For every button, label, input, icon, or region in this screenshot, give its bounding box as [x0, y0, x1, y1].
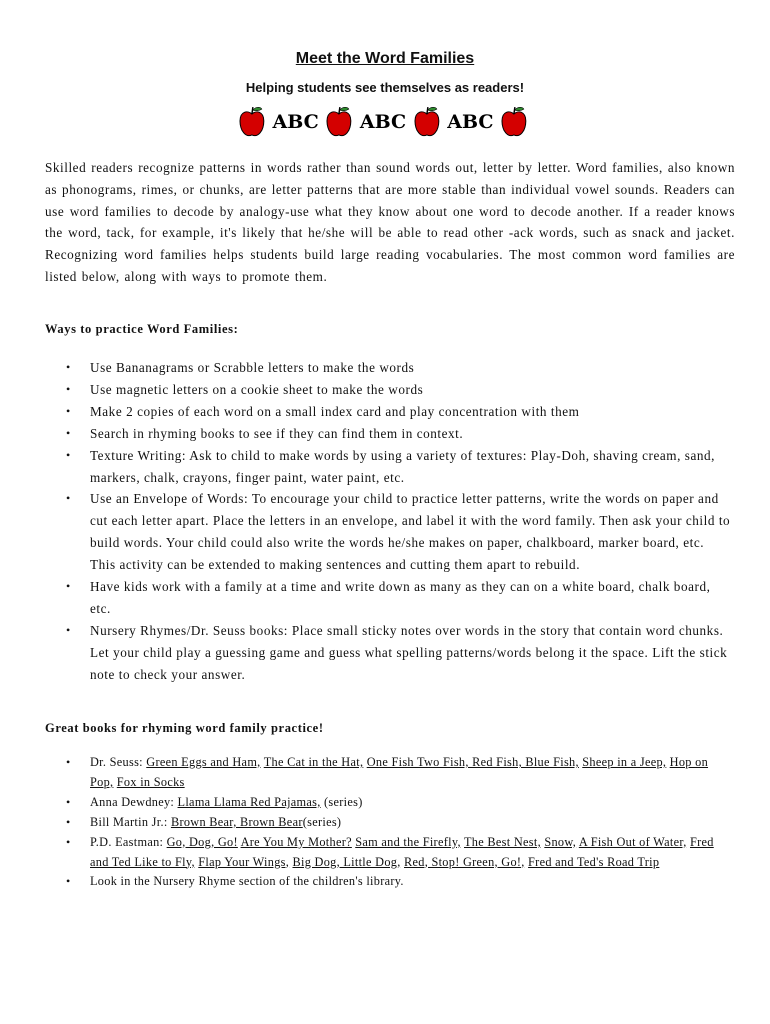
book-title: One Fish Two Fish, Red Fish, Blue Fish, — [366, 755, 579, 769]
list-item: • Make 2 copies of each word on a small index card and play concentration with them — [66, 401, 732, 423]
books-heading: Great books for rhyming word family practice! — [45, 721, 324, 735]
list-item: • Use an Envelope of Words: To encourage your child to practice letter patterns, write the words on paper and cut each letter apart. Place the letters in an envelope, and label it with the word family. Then ask your child to build words. Your child could also write the words he/she makes on paper, chalkboard, marker board, etc. This activity can be extended to making sentences and cutting them apart to rebuild. — [66, 488, 732, 576]
apple-icon — [500, 105, 528, 139]
list-item — [66, 753, 732, 793]
list-item: • Texture Writing: Ask to child to make words by using a variety of textures: Play-Doh, shaving cream, sand, markers, chalk, crayons, finger paint, water paint, etc. — [66, 445, 732, 489]
book-title: Snow, — [544, 834, 577, 849]
book-note: (series) — [324, 794, 363, 809]
book-title: Green Eggs and Ham, — [146, 755, 261, 769]
book-title: Fred and Ted Like to Fly, — [90, 834, 714, 869]
list-item: • Nursery Rhymes/Dr. Seuss books: Place small sticky notes over words in the story that contain word chunks. Let your child play a guessing game and guess what spelling patterns/words belong it the space. Lift the stick note to check your answer. — [66, 620, 732, 686]
apple-icon — [413, 105, 441, 139]
intro-paragraph: Skilled readers recognize patterns in words rather than sound words out, letter by letter. Word families, also known as phonograms, rimes, or chunks, are letter patterns that are more stable than individual vowel sounds. Readers can use word families to decode by analogy-use what they know about one word to decode another. If a reader knows the word, tack, for example, it's likely that he/she will be able to read other -ack words, such as snack and jacket. Recognizing word families helps students build large reading vocabularies. The most common word families are listed below, along with ways to promote them. — [45, 160, 735, 284]
list-item: • Use Bananagrams or Scrabble letters to make the words — [66, 357, 732, 379]
page-title: Meet the Word Families — [295, 50, 475, 67]
list-item: • Use magnetic letters on a cookie sheet to make the words — [66, 379, 732, 401]
apple-icon — [325, 105, 353, 139]
apple-icon — [238, 105, 266, 139]
author-label: Anna Dewdney: — [90, 794, 175, 809]
book-title: Fred and Ted's Road Trip — [528, 854, 660, 869]
book-title: A Fish Out of Water, — [578, 834, 687, 849]
abc-label: ABC — [447, 111, 494, 133]
ways-list — [66, 357, 732, 686]
books-list — [66, 753, 732, 892]
ways-heading: Ways to practice Word Families: — [45, 322, 239, 336]
list-item — [66, 813, 732, 833]
book-note: (series) — [302, 814, 342, 829]
book-title: Are You My Mother? — [240, 834, 352, 849]
book-title: Hop on Pop, — [90, 755, 709, 789]
page-subtitle: Helping students see themselves as readers! — [245, 80, 525, 95]
book-title: Fox in Socks — [116, 774, 185, 789]
list-item — [66, 793, 732, 813]
author-label: Dr. Seuss: — [90, 755, 143, 769]
book-title: Red, Stop! Green, Go!, — [404, 854, 525, 869]
book-title: The Best Nest, — [464, 834, 541, 849]
list-item: • Have kids work with a family at a time and write down as many as they can on a white board, chalk board, etc. — [66, 576, 732, 620]
book-title: Llama Llama Red Pajamas, — [177, 794, 321, 809]
author-label: P.D. Eastman: — [90, 834, 164, 849]
book-title: Sam and the Firefly, — [355, 834, 461, 849]
book-title: The Cat in the Hat, — [263, 755, 364, 769]
abc-label: ABC — [272, 111, 319, 133]
book-title: Sheep in a Jeep, — [582, 755, 667, 769]
author-label: Bill Martin Jr.: — [90, 814, 168, 829]
book-title: Go, Dog, Go! — [166, 834, 238, 849]
book-title: Big Dog, Little Dog, — [292, 854, 401, 869]
list-item: • Look in the Nursery Rhyme section of the children's library. — [66, 872, 732, 892]
list-item: • Search in rhyming books to see if they can find them in context. — [66, 423, 732, 445]
book-title: Brown Bear, Brown Bear — [170, 814, 303, 829]
list-item — [66, 833, 732, 873]
abc-label: ABC — [359, 111, 407, 133]
apple-abc-banner — [238, 104, 528, 140]
book-title: Flap Your Wings, — [198, 854, 290, 869]
